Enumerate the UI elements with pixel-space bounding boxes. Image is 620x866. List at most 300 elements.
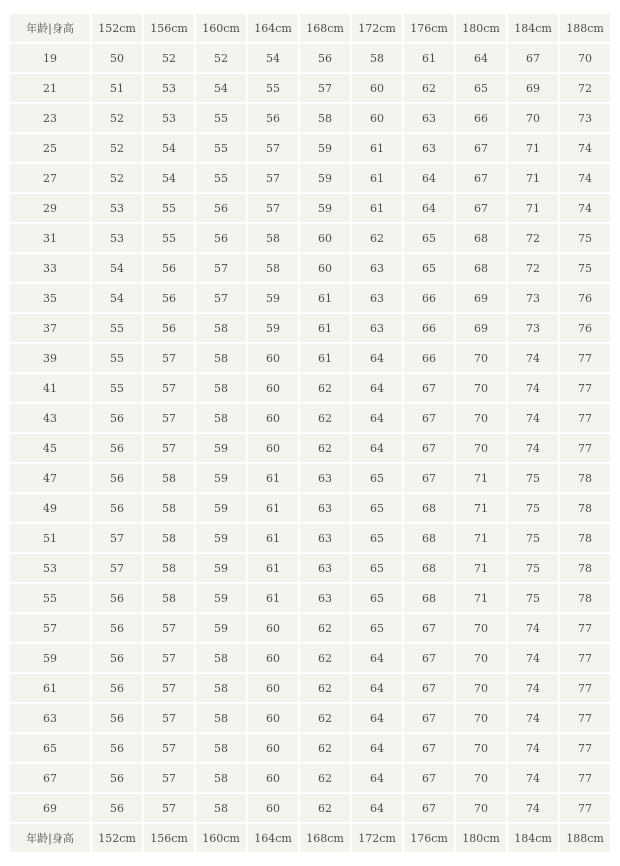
weight-value-cell: 57 — [144, 704, 194, 732]
weight-value-cell: 64 — [352, 404, 402, 432]
weight-value-cell: 61 — [352, 164, 402, 192]
weight-value-cell: 58 — [300, 104, 350, 132]
weight-value-cell: 72 — [560, 74, 610, 102]
weight-value-cell: 67 — [404, 434, 454, 462]
weight-value-cell: 55 — [92, 314, 142, 342]
age-cell: 61 — [10, 674, 90, 702]
height-column-footer: 172cm — [352, 824, 402, 852]
age-cell: 47 — [10, 464, 90, 492]
table-row — [10, 344, 610, 372]
weight-value-cell: 59 — [196, 554, 246, 582]
weight-value-cell: 77 — [560, 764, 610, 792]
weight-value-cell: 65 — [352, 464, 402, 492]
weight-value-cell: 70 — [456, 344, 506, 372]
weight-value-cell: 60 — [248, 794, 298, 822]
table-row — [10, 794, 610, 822]
weight-value-cell: 54 — [92, 254, 142, 282]
weight-value-cell: 65 — [404, 224, 454, 252]
height-column-footer: 188cm — [560, 824, 610, 852]
age-cell: 41 — [10, 374, 90, 402]
weight-value-cell: 71 — [456, 524, 506, 552]
age-cell: 45 — [10, 434, 90, 462]
weight-value-cell: 63 — [300, 494, 350, 522]
age-cell: 31 — [10, 224, 90, 252]
weight-value-cell: 77 — [560, 734, 610, 762]
weight-value-cell: 69 — [456, 284, 506, 312]
weight-value-cell: 68 — [404, 554, 454, 582]
age-cell: 21 — [10, 74, 90, 102]
weight-value-cell: 59 — [196, 584, 246, 612]
weight-value-cell: 55 — [144, 194, 194, 222]
weight-value-cell: 66 — [404, 284, 454, 312]
weight-value-cell: 70 — [456, 404, 506, 432]
weight-value-cell: 70 — [456, 764, 506, 792]
weight-value-cell: 75 — [560, 254, 610, 282]
weight-value-cell: 57 — [144, 794, 194, 822]
weight-value-cell: 56 — [92, 674, 142, 702]
weight-value-cell: 57 — [144, 434, 194, 462]
weight-value-cell: 65 — [352, 584, 402, 612]
weight-value-cell: 61 — [248, 524, 298, 552]
weight-value-cell: 58 — [196, 644, 246, 672]
weight-value-cell: 56 — [144, 314, 194, 342]
weight-value-cell: 65 — [352, 554, 402, 582]
weight-value-cell: 66 — [404, 344, 454, 372]
age-cell: 55 — [10, 584, 90, 612]
weight-value-cell: 55 — [196, 134, 246, 162]
weight-value-cell: 59 — [196, 464, 246, 492]
weight-value-cell: 56 — [92, 794, 142, 822]
weight-value-cell: 56 — [92, 764, 142, 792]
table-row — [10, 644, 610, 672]
weight-value-cell: 56 — [92, 584, 142, 612]
weight-value-cell: 67 — [456, 194, 506, 222]
weight-value-cell: 61 — [404, 44, 454, 72]
height-column-header: 188cm — [560, 14, 610, 42]
weight-value-cell: 67 — [404, 614, 454, 642]
weight-value-cell: 58 — [144, 524, 194, 552]
height-column-header: 176cm — [404, 14, 454, 42]
weight-value-cell: 57 — [248, 134, 298, 162]
weight-value-cell: 63 — [404, 134, 454, 162]
height-column-header: 160cm — [196, 14, 246, 42]
weight-value-cell: 57 — [144, 734, 194, 762]
weight-value-cell: 64 — [404, 194, 454, 222]
weight-value-cell: 59 — [196, 614, 246, 642]
age-cell: 19 — [10, 44, 90, 72]
weight-value-cell: 56 — [92, 464, 142, 492]
weight-value-cell: 54 — [144, 134, 194, 162]
weight-value-cell: 63 — [300, 554, 350, 582]
weight-value-cell: 68 — [456, 254, 506, 282]
weight-value-cell: 74 — [508, 794, 558, 822]
weight-value-cell: 56 — [196, 224, 246, 252]
weight-value-cell: 67 — [404, 704, 454, 732]
weight-value-cell: 68 — [404, 494, 454, 522]
weight-value-cell: 77 — [560, 674, 610, 702]
weight-value-cell: 74 — [508, 764, 558, 792]
weight-value-cell: 65 — [352, 524, 402, 552]
weight-value-cell: 67 — [404, 734, 454, 762]
weight-value-cell: 62 — [300, 704, 350, 732]
weight-value-cell: 60 — [248, 704, 298, 732]
weight-value-cell: 64 — [352, 644, 402, 672]
weight-value-cell: 67 — [404, 794, 454, 822]
weight-value-cell: 77 — [560, 404, 610, 432]
weight-value-cell: 63 — [352, 314, 402, 342]
weight-value-cell: 65 — [404, 254, 454, 282]
weight-value-cell: 57 — [144, 404, 194, 432]
weight-value-cell: 60 — [352, 104, 402, 132]
weight-value-cell: 64 — [352, 344, 402, 372]
weight-value-cell: 64 — [404, 164, 454, 192]
age-cell: 37 — [10, 314, 90, 342]
weight-value-cell: 66 — [404, 314, 454, 342]
weight-value-cell: 74 — [508, 344, 558, 372]
weight-value-cell: 71 — [508, 194, 558, 222]
weight-value-cell: 72 — [508, 224, 558, 252]
weight-value-cell: 56 — [300, 44, 350, 72]
weight-value-cell: 73 — [508, 284, 558, 312]
weight-value-cell: 60 — [248, 764, 298, 792]
weight-value-cell: 74 — [508, 404, 558, 432]
weight-value-cell: 61 — [300, 284, 350, 312]
age-cell: 67 — [10, 764, 90, 792]
weight-value-cell: 78 — [560, 554, 610, 582]
weight-value-cell: 63 — [404, 104, 454, 132]
weight-value-cell: 59 — [196, 494, 246, 522]
weight-value-cell: 60 — [248, 674, 298, 702]
table-footer — [10, 824, 610, 852]
weight-value-cell: 57 — [196, 284, 246, 312]
weight-value-cell: 76 — [560, 284, 610, 312]
table-row — [10, 584, 610, 612]
weight-value-cell: 62 — [300, 404, 350, 432]
weight-value-cell: 57 — [300, 74, 350, 102]
age-cell: 51 — [10, 524, 90, 552]
weight-value-cell: 65 — [352, 494, 402, 522]
table-row — [10, 164, 610, 192]
weight-value-cell: 50 — [92, 44, 142, 72]
weight-value-cell: 60 — [248, 434, 298, 462]
weight-value-cell: 58 — [144, 464, 194, 492]
weight-value-cell: 72 — [508, 254, 558, 282]
weight-value-cell: 56 — [92, 704, 142, 732]
weight-value-cell: 58 — [248, 224, 298, 252]
weight-value-cell: 75 — [508, 554, 558, 582]
weight-value-cell: 59 — [196, 524, 246, 552]
weight-value-cell: 64 — [352, 734, 402, 762]
weight-value-cell: 58 — [352, 44, 402, 72]
table-row — [10, 494, 610, 522]
table-row — [10, 674, 610, 702]
weight-value-cell: 64 — [352, 434, 402, 462]
weight-value-cell: 51 — [92, 74, 142, 102]
weight-value-cell: 70 — [560, 44, 610, 72]
weight-value-cell: 67 — [404, 644, 454, 672]
weight-value-cell: 63 — [352, 284, 402, 312]
weight-value-cell: 58 — [196, 314, 246, 342]
weight-value-cell: 58 — [248, 254, 298, 282]
table-row — [10, 134, 610, 162]
weight-value-cell: 53 — [144, 104, 194, 132]
weight-value-cell: 53 — [92, 224, 142, 252]
weight-value-cell: 75 — [508, 524, 558, 552]
weight-value-cell: 62 — [300, 644, 350, 672]
weight-value-cell: 78 — [560, 464, 610, 492]
weight-value-cell: 74 — [560, 194, 610, 222]
weight-value-cell: 54 — [196, 74, 246, 102]
table-row — [10, 464, 610, 492]
weight-value-cell: 58 — [196, 374, 246, 402]
table-row — [10, 734, 610, 762]
corner-footer-cell: 年龄|身高 — [10, 824, 90, 852]
weight-value-cell: 60 — [352, 74, 402, 102]
weight-value-cell: 57 — [144, 344, 194, 372]
weight-value-cell: 77 — [560, 644, 610, 672]
weight-value-cell: 55 — [248, 74, 298, 102]
weight-value-cell: 70 — [456, 644, 506, 672]
weight-value-cell: 60 — [248, 614, 298, 642]
height-column-header: 164cm — [248, 14, 298, 42]
weight-value-cell: 55 — [196, 164, 246, 192]
weight-value-cell: 52 — [144, 44, 194, 72]
weight-value-cell: 61 — [248, 554, 298, 582]
weight-reference-table — [8, 12, 612, 854]
table-row — [10, 104, 610, 132]
weight-value-cell: 57 — [144, 644, 194, 672]
height-column-header: 168cm — [300, 14, 350, 42]
height-column-header: 184cm — [508, 14, 558, 42]
weight-value-cell: 56 — [144, 254, 194, 282]
weight-value-cell: 59 — [248, 284, 298, 312]
weight-value-cell: 73 — [560, 104, 610, 132]
weight-value-cell: 70 — [456, 674, 506, 702]
table-row — [10, 314, 610, 342]
weight-value-cell: 62 — [300, 674, 350, 702]
weight-value-cell: 57 — [144, 614, 194, 642]
weight-value-cell: 60 — [248, 404, 298, 432]
weight-value-cell: 78 — [560, 524, 610, 552]
weight-value-cell: 61 — [248, 584, 298, 612]
weight-value-cell: 67 — [456, 164, 506, 192]
height-column-footer: 160cm — [196, 824, 246, 852]
table-header — [10, 14, 610, 42]
height-column-footer: 152cm — [92, 824, 142, 852]
weight-value-cell: 74 — [560, 134, 610, 162]
age-cell: 59 — [10, 644, 90, 672]
weight-value-cell: 57 — [92, 524, 142, 552]
weight-value-cell: 58 — [144, 554, 194, 582]
height-column-footer: 176cm — [404, 824, 454, 852]
weight-value-cell: 76 — [560, 314, 610, 342]
age-cell: 57 — [10, 614, 90, 642]
table-row — [10, 44, 610, 72]
age-cell: 49 — [10, 494, 90, 522]
weight-value-cell: 74 — [508, 614, 558, 642]
table-body — [10, 44, 610, 822]
weight-value-cell: 77 — [560, 374, 610, 402]
weight-value-cell: 60 — [248, 374, 298, 402]
weight-value-cell: 56 — [196, 194, 246, 222]
footer-row — [10, 824, 610, 852]
height-column-footer: 168cm — [300, 824, 350, 852]
weight-value-cell: 71 — [508, 164, 558, 192]
weight-value-cell: 58 — [144, 494, 194, 522]
height-column-header: 180cm — [456, 14, 506, 42]
weight-value-cell: 55 — [92, 344, 142, 372]
weight-value-cell: 59 — [300, 194, 350, 222]
table-row — [10, 74, 610, 102]
weight-value-cell: 67 — [404, 464, 454, 492]
weight-value-cell: 77 — [560, 794, 610, 822]
age-cell: 27 — [10, 164, 90, 192]
weight-value-cell: 69 — [508, 74, 558, 102]
weight-value-cell: 73 — [508, 314, 558, 342]
height-column-footer: 164cm — [248, 824, 298, 852]
weight-value-cell: 68 — [404, 524, 454, 552]
weight-value-cell: 77 — [560, 434, 610, 462]
weight-value-cell: 70 — [456, 374, 506, 402]
weight-value-cell: 62 — [300, 614, 350, 642]
weight-value-cell: 63 — [300, 524, 350, 552]
weight-value-cell: 78 — [560, 584, 610, 612]
age-cell: 33 — [10, 254, 90, 282]
weight-value-cell: 52 — [196, 44, 246, 72]
weight-value-cell: 67 — [404, 674, 454, 702]
weight-value-cell: 75 — [508, 494, 558, 522]
weight-value-cell: 75 — [508, 584, 558, 612]
weight-value-cell: 64 — [352, 704, 402, 732]
weight-value-cell: 71 — [456, 554, 506, 582]
weight-value-cell: 60 — [300, 224, 350, 252]
age-cell: 63 — [10, 704, 90, 732]
weight-value-cell: 57 — [248, 164, 298, 192]
weight-reference-table-frame — [8, 12, 612, 860]
weight-value-cell: 53 — [92, 194, 142, 222]
table-row — [10, 284, 610, 312]
weight-value-cell: 65 — [456, 74, 506, 102]
weight-value-cell: 54 — [144, 164, 194, 192]
weight-value-cell: 58 — [196, 674, 246, 702]
height-column-header: 152cm — [92, 14, 142, 42]
table-row — [10, 224, 610, 252]
weight-value-cell: 61 — [248, 464, 298, 492]
age-cell: 25 — [10, 134, 90, 162]
weight-value-cell: 54 — [92, 284, 142, 312]
weight-value-cell: 77 — [560, 704, 610, 732]
weight-value-cell: 70 — [456, 614, 506, 642]
table-row — [10, 404, 610, 432]
weight-value-cell: 58 — [196, 704, 246, 732]
weight-value-cell: 52 — [92, 104, 142, 132]
weight-value-cell: 56 — [92, 644, 142, 672]
weight-value-cell: 63 — [300, 584, 350, 612]
weight-value-cell: 63 — [352, 254, 402, 282]
weight-value-cell: 61 — [300, 314, 350, 342]
weight-value-cell: 58 — [196, 404, 246, 432]
weight-value-cell: 65 — [352, 614, 402, 642]
weight-value-cell: 62 — [300, 794, 350, 822]
height-column-header: 156cm — [144, 14, 194, 42]
weight-value-cell: 74 — [508, 674, 558, 702]
weight-value-cell: 57 — [92, 554, 142, 582]
weight-value-cell: 70 — [456, 734, 506, 762]
weight-value-cell: 62 — [352, 224, 402, 252]
weight-value-cell: 57 — [144, 764, 194, 792]
weight-value-cell: 58 — [196, 764, 246, 792]
weight-value-cell: 52 — [92, 134, 142, 162]
weight-value-cell: 74 — [508, 374, 558, 402]
weight-value-cell: 62 — [300, 734, 350, 762]
weight-value-cell: 58 — [196, 344, 246, 372]
weight-value-cell: 60 — [248, 344, 298, 372]
weight-value-cell: 74 — [508, 434, 558, 462]
weight-value-cell: 66 — [456, 104, 506, 132]
weight-value-cell: 75 — [560, 224, 610, 252]
age-cell: 29 — [10, 194, 90, 222]
table-row — [10, 434, 610, 462]
weight-value-cell: 74 — [508, 734, 558, 762]
weight-value-cell: 61 — [248, 494, 298, 522]
table-row — [10, 614, 610, 642]
corner-header-cell: 年龄|身高 — [10, 14, 90, 42]
weight-value-cell: 74 — [508, 644, 558, 672]
table-row — [10, 704, 610, 732]
weight-value-cell: 63 — [300, 464, 350, 492]
weight-value-cell: 53 — [144, 74, 194, 102]
weight-value-cell: 61 — [300, 344, 350, 372]
weight-value-cell: 57 — [196, 254, 246, 282]
age-cell: 39 — [10, 344, 90, 372]
height-column-header: 172cm — [352, 14, 402, 42]
weight-value-cell: 64 — [456, 44, 506, 72]
age-cell: 53 — [10, 554, 90, 582]
weight-value-cell: 56 — [92, 734, 142, 762]
weight-value-cell: 55 — [144, 224, 194, 252]
weight-value-cell: 57 — [144, 374, 194, 402]
weight-value-cell: 62 — [300, 374, 350, 402]
table-row — [10, 254, 610, 282]
weight-value-cell: 62 — [300, 764, 350, 792]
weight-value-cell: 71 — [508, 134, 558, 162]
weight-value-cell: 67 — [404, 374, 454, 402]
table-row — [10, 764, 610, 792]
weight-value-cell: 56 — [144, 284, 194, 312]
table-row — [10, 194, 610, 222]
weight-value-cell: 56 — [92, 434, 142, 462]
age-cell: 65 — [10, 734, 90, 762]
weight-value-cell: 77 — [560, 614, 610, 642]
weight-value-cell: 71 — [456, 584, 506, 612]
weight-value-cell: 56 — [92, 404, 142, 432]
weight-value-cell: 55 — [92, 374, 142, 402]
weight-value-cell: 58 — [196, 794, 246, 822]
weight-value-cell: 70 — [456, 794, 506, 822]
weight-value-cell: 62 — [404, 74, 454, 102]
weight-value-cell: 52 — [92, 164, 142, 192]
weight-value-cell: 74 — [508, 704, 558, 732]
weight-value-cell: 64 — [352, 794, 402, 822]
weight-value-cell: 54 — [248, 44, 298, 72]
weight-value-cell: 61 — [352, 194, 402, 222]
weight-value-cell: 69 — [456, 314, 506, 342]
weight-value-cell: 56 — [92, 494, 142, 522]
weight-value-cell: 56 — [248, 104, 298, 132]
weight-value-cell: 59 — [248, 314, 298, 342]
weight-value-cell: 71 — [456, 464, 506, 492]
weight-value-cell: 67 — [456, 134, 506, 162]
